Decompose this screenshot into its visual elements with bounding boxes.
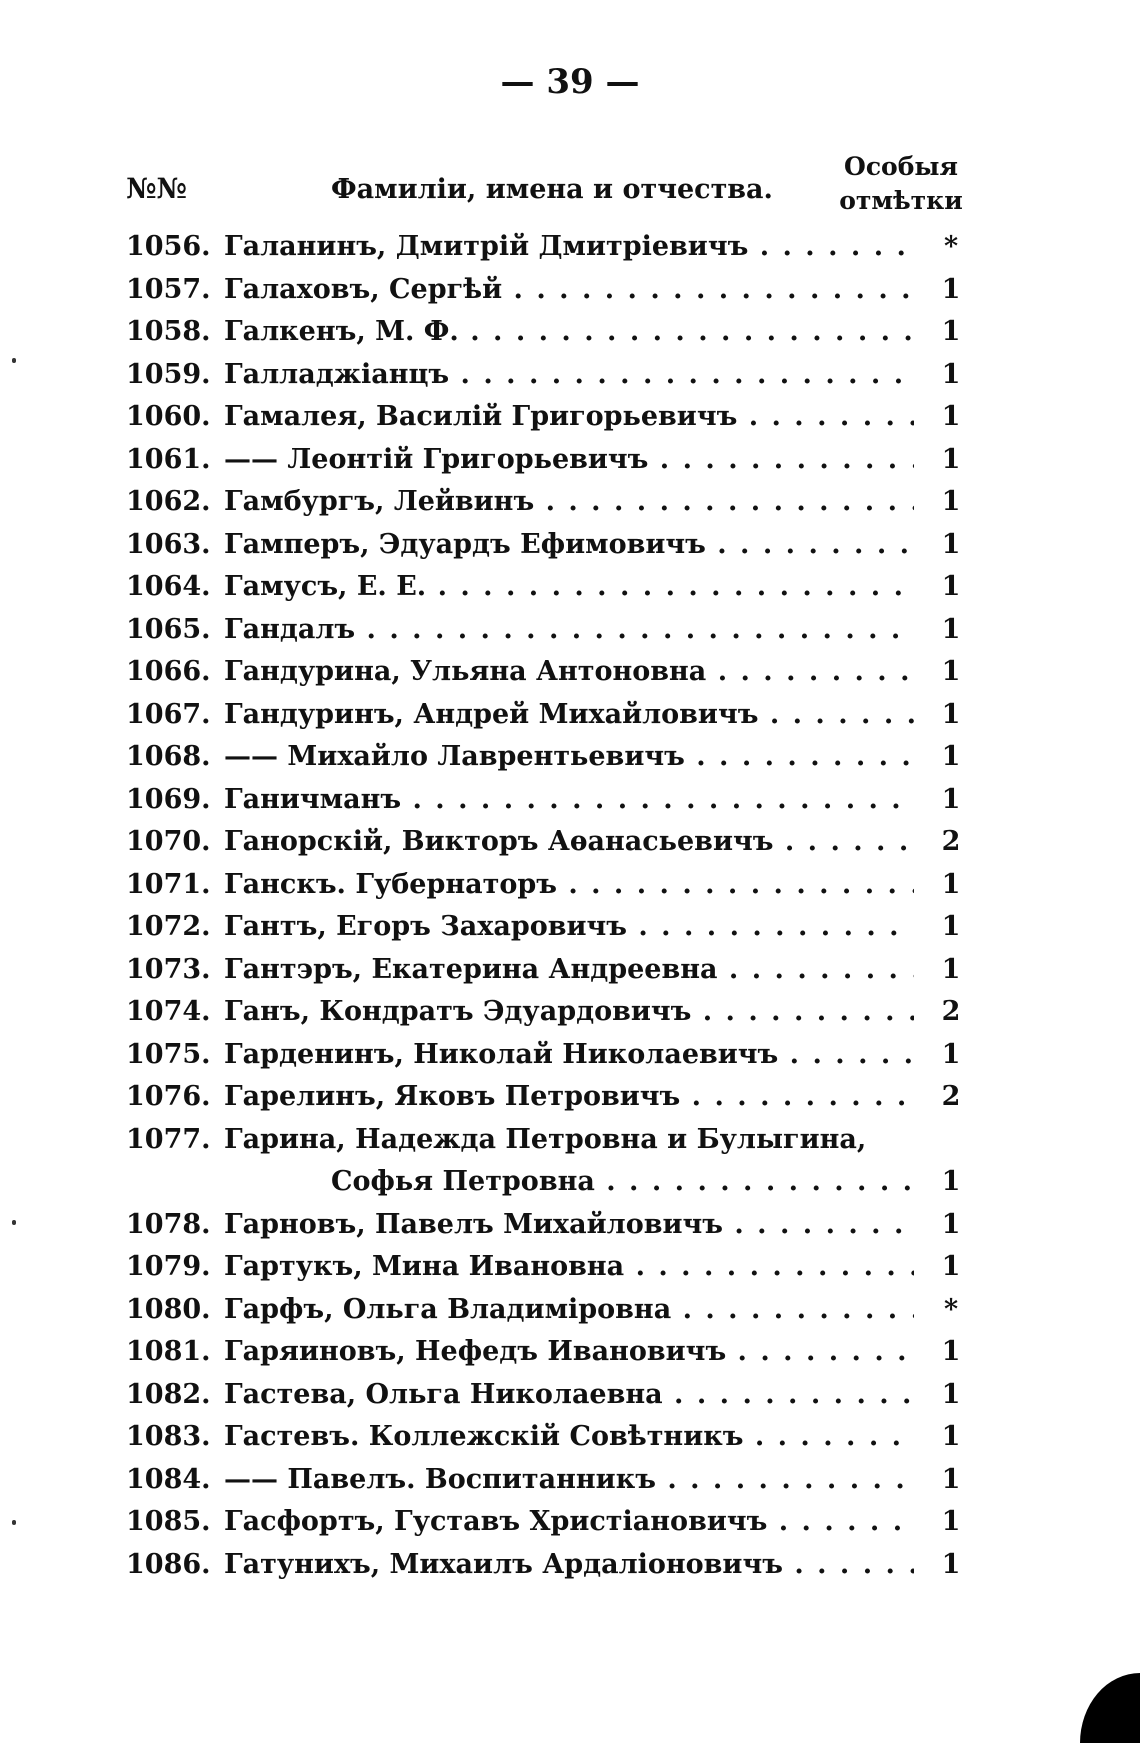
- entry-number: 1074.: [126, 996, 211, 1027]
- entry-note: 1: [941, 1421, 961, 1452]
- entry-name: Ганскъ. Губернаторъ . . .: [224, 864, 914, 907]
- list-item: [126, 864, 966, 907]
- list-item: [126, 779, 966, 822]
- entry-number: 1073.: [126, 953, 211, 985]
- entry-name: Гартукъ, Мина Ивановна . . .: [224, 1246, 914, 1289]
- entry-name: Гарденинъ, Николай Николаевичъ . . .: [224, 1034, 914, 1077]
- entry-name: Гастевъ. Коллежскій Совѣтникъ . . .: [224, 1416, 914, 1459]
- entry-number: 1069.: [126, 783, 211, 815]
- entry-note: 1: [941, 953, 961, 985]
- page-number: — 39 —: [500, 62, 640, 102]
- entry-number: 1082.: [126, 1378, 211, 1410]
- entry-note: 2: [941, 826, 961, 857]
- entry-number: 1065.: [126, 613, 211, 645]
- entry-note: 1: [941, 316, 961, 347]
- entry-note: 1: [941, 486, 961, 517]
- entry-note: *: [943, 231, 959, 262]
- entry-number: 1080.: [126, 1293, 211, 1325]
- entry-name: Галкенъ, М. Ф. . . .: [224, 311, 914, 354]
- header-note-line1: Особыя: [844, 152, 958, 181]
- list-item: [126, 566, 966, 609]
- entry-name: Гасфортъ, Густавъ Христіановичъ . . .: [224, 1501, 914, 1544]
- entry-number: 1079.: [126, 1251, 211, 1282]
- entry-number: 1059.: [126, 358, 211, 390]
- list-item: [126, 1204, 966, 1247]
- entry-name: —— Леонтій Григорьевичъ . . .: [224, 439, 914, 482]
- list-item: [126, 1331, 966, 1374]
- entry-note: 1: [941, 911, 961, 942]
- entry-name: Гарина, Надежда Петровна и Булыгина,: [224, 1123, 867, 1155]
- entries-list: [126, 226, 966, 1586]
- entry-name: Галаховъ, Сергѣй . . .: [224, 269, 914, 312]
- entry-name: Ганорскій, Викторъ Аѳанасьевичъ . . .: [224, 821, 914, 864]
- list-item: [126, 991, 966, 1034]
- list-item-continuation: [126, 1161, 966, 1204]
- entry-name: Гамперъ, Эдуардъ Ефимовичъ . . .: [224, 524, 914, 567]
- list-item: [126, 609, 966, 652]
- scan-speck: [12, 358, 16, 363]
- entry-number: 1063.: [126, 528, 211, 560]
- entry-name: Гантэръ, Екатерина Андреевна . . .: [224, 949, 914, 992]
- entry-name: Гамалея, Василій Григорьевичъ . . .: [224, 396, 914, 439]
- entry-number: 1078.: [126, 1208, 211, 1240]
- entry-note: 1: [941, 1506, 961, 1537]
- entry-note: 1: [941, 1548, 961, 1580]
- entry-note: 2: [941, 1081, 961, 1112]
- entry-name: Гандурина, Ульяна Антоновна . . .: [224, 651, 914, 694]
- entry-note: *: [943, 1293, 959, 1325]
- entry-note: 1: [941, 1463, 961, 1495]
- scan-speck: [12, 1220, 16, 1225]
- entry-note: 1: [941, 868, 961, 900]
- header-note: [836, 150, 966, 218]
- list-item: [126, 736, 966, 779]
- entry-number: 1068.: [126, 741, 211, 772]
- list-item: [126, 1374, 966, 1417]
- entry-number: 1067.: [126, 698, 211, 730]
- entry-note: 1: [941, 1038, 961, 1070]
- entry-number: 1072.: [126, 911, 211, 942]
- list-item: [126, 1544, 966, 1587]
- list-item: [126, 1076, 966, 1119]
- entry-number: 1081.: [126, 1336, 211, 1367]
- entry-name: Гастева, Ольга Николаевна . . .: [224, 1374, 914, 1417]
- entry-number: 1086.: [126, 1548, 211, 1580]
- list-item: [126, 694, 966, 737]
- entry-name: Гаряиновъ, Нефедъ Ивановичъ . . .: [224, 1331, 914, 1374]
- entry-number: 1075.: [126, 1038, 211, 1070]
- list-item: [126, 1459, 966, 1502]
- entry-number: 1071.: [126, 868, 211, 900]
- header-note-line2: отмѣтки: [839, 186, 963, 215]
- list-item: [126, 269, 966, 312]
- entry-note: 1: [941, 613, 961, 645]
- entry-number: 1076.: [126, 1081, 211, 1112]
- list-item: [126, 1501, 966, 1544]
- header-name: Фамиліи, имена и отчества.: [331, 174, 773, 205]
- entry-name: Гандуринъ, Андрей Михайловичъ . . .: [224, 694, 914, 737]
- list-item: [126, 226, 966, 269]
- entry-number: 1085.: [126, 1506, 211, 1537]
- entry-number: 1056.: [126, 231, 211, 262]
- list-item: [126, 651, 966, 694]
- entry-number: 1060.: [126, 401, 211, 432]
- entry-number: 1084.: [126, 1463, 211, 1495]
- list-item: [126, 1246, 966, 1289]
- entry-name: Гантъ, Егоръ Захаровичъ . . .: [224, 906, 914, 949]
- list-item: [126, 906, 966, 949]
- header-number: №№: [126, 172, 187, 205]
- entry-note: 1: [941, 1166, 961, 1197]
- entry-note: 1: [941, 698, 961, 730]
- entry-note: 1: [941, 528, 961, 560]
- list-item: [126, 354, 966, 397]
- entry-name: Ганъ, Кондратъ Эдуардовичъ . . .: [224, 991, 914, 1034]
- entry-number: 1077.: [126, 1123, 211, 1155]
- entry-note: 1: [941, 1336, 961, 1367]
- entry-note: 1: [941, 401, 961, 432]
- list-item: [126, 439, 966, 482]
- entry-note: 1: [941, 741, 961, 772]
- entry-name: —— Михайло Лаврентьевичъ . . .: [224, 736, 914, 779]
- entry-note: 1: [941, 273, 961, 305]
- list-item: [126, 821, 966, 864]
- list-item: [126, 524, 966, 567]
- entry-note: 1: [941, 443, 961, 475]
- entry-name: Гамбургъ, Лейвинъ . . .: [224, 481, 914, 524]
- ink-blot-corner: [1080, 1673, 1140, 1743]
- entry-number: 1061.: [126, 443, 211, 475]
- entry-note: 1: [941, 1251, 961, 1282]
- entry-note: 1: [941, 571, 961, 602]
- entry-note: 2: [941, 996, 961, 1027]
- list-item: [126, 396, 966, 439]
- entry-number: 1058.: [126, 316, 211, 347]
- entry-note: 1: [941, 783, 961, 815]
- entry-number: 1070.: [126, 826, 211, 857]
- entry-number: 1057.: [126, 273, 211, 305]
- entry-name: Гарновъ, Павелъ Михайловичъ . . .: [224, 1204, 914, 1247]
- list-item: [126, 311, 966, 354]
- list-item: [126, 1289, 966, 1332]
- list-item: [126, 1034, 966, 1077]
- entry-name: Гарфъ, Ольга Владиміровна . . .: [224, 1289, 914, 1332]
- entry-name: Гарелинъ, Яковъ Петровичъ . . .: [224, 1076, 914, 1119]
- entry-name: Гандалъ . . .: [224, 609, 914, 652]
- entry-name: Ганичманъ . . .: [224, 779, 914, 822]
- entry-note: 1: [941, 1378, 961, 1410]
- entry-note: 1: [941, 656, 961, 687]
- entry-number: 1083.: [126, 1421, 211, 1452]
- entry-note: 1: [941, 1208, 961, 1240]
- scan-speck: [12, 1520, 16, 1525]
- list-item: [126, 949, 966, 992]
- table-header: [126, 150, 966, 220]
- list-item: [126, 1119, 966, 1162]
- entry-name: Галладжіанцъ . . .: [224, 354, 914, 397]
- list-item: [126, 481, 966, 524]
- list-item: [126, 1416, 966, 1459]
- entry-note: 1: [941, 358, 961, 390]
- entry-number: 1064.: [126, 571, 211, 602]
- entry-name: Галанинъ, Дмитрій Дмитріевичъ . . .: [224, 226, 914, 269]
- entry-number: 1066.: [126, 656, 211, 687]
- entry-name: Гатунихъ, Михаилъ Ардаліоновичъ . . .: [224, 1544, 914, 1587]
- entry-name-continuation: Софья Петровна . . .: [331, 1161, 914, 1204]
- entry-name: Гамусъ, Е. Е. . . .: [224, 566, 914, 609]
- entry-number: 1062.: [126, 486, 211, 517]
- entry-name: —— Павелъ. Воспитанникъ . . .: [224, 1459, 914, 1502]
